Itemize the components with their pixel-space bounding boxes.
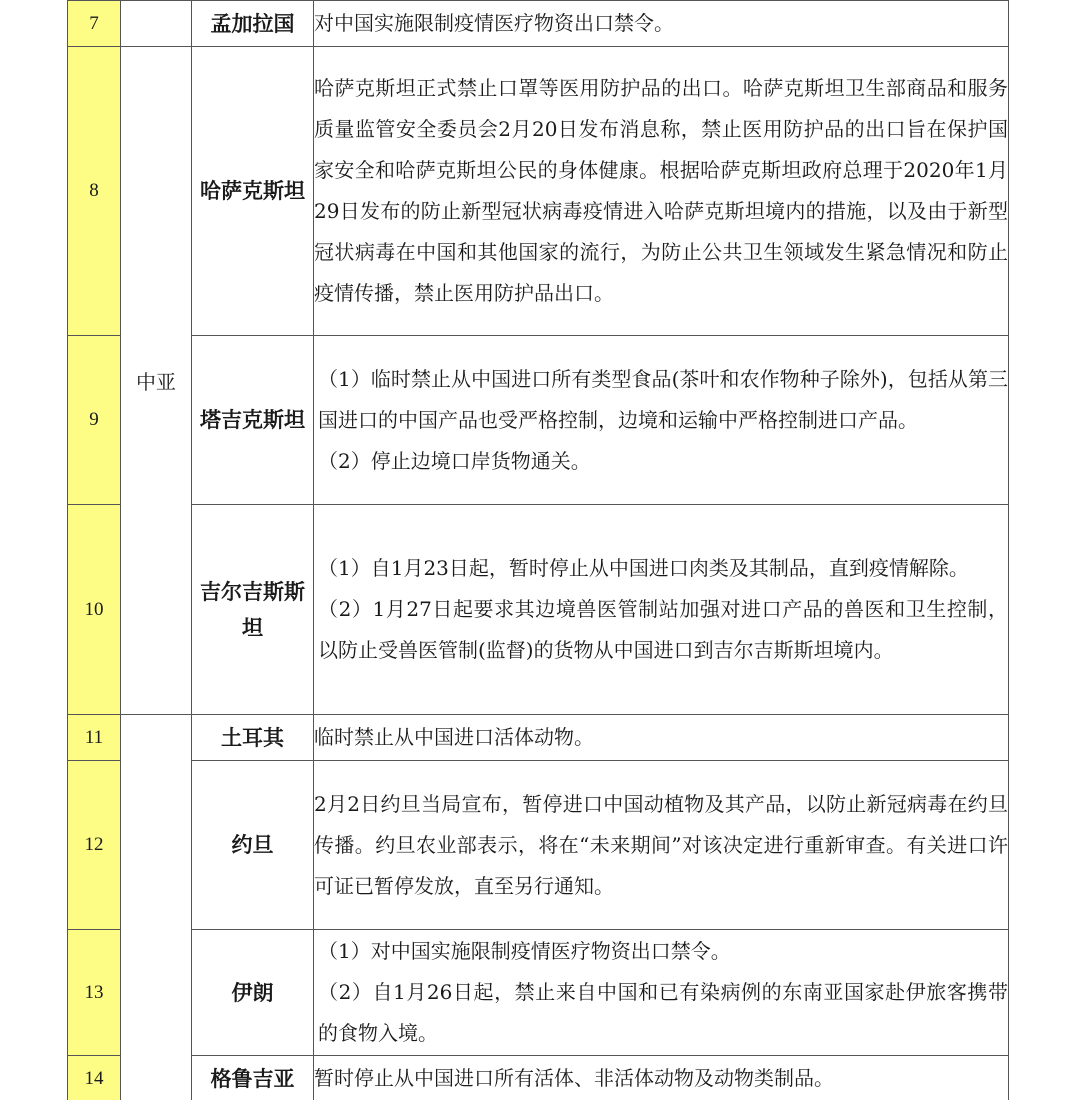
region-cell xyxy=(121,715,192,1100)
table-row xyxy=(68,1056,1009,1100)
measure-paragraph: 哈萨克斯坦正式禁止口罩等医用防护品的出口。哈萨克斯坦卫生部商品和服务质量监管安全委员会2月20日发布消息称，禁止医用防护品的出口旨在保护国家安全和哈萨克斯坦公民的身体健康。根据哈萨克斯坦政府总理于2020年1月29日发布的防止新型冠状病毒疫情进入哈萨克斯坦境内的措施，以及由于新型冠状病毒在中国和其他国家的流行，为防止公共卫生领域发生紧急情况和防止疫情传播，禁止医用防护品出口。 xyxy=(314,76,1008,305)
table-row xyxy=(68,761,1009,930)
table-row xyxy=(68,505,1009,715)
measure-paragraph: 临时禁止从中国进口活体动物。 xyxy=(314,725,594,749)
row-number: 10 xyxy=(68,505,121,715)
measure-text xyxy=(314,336,1009,505)
table-row xyxy=(68,715,1009,761)
row-number: 9 xyxy=(68,336,121,505)
region-cell xyxy=(121,1,192,47)
table-row xyxy=(68,930,1009,1056)
measure-text xyxy=(314,715,1009,761)
measure-paragraph: （1）对中国实施限制疫情医疗物资出口禁令。 xyxy=(318,939,731,963)
country-name: 格鲁吉亚 xyxy=(192,1056,314,1100)
measure-paragraph: （2）自1月26日起，禁止来自中国和已有染病例的东南亚国家赴伊旅客携带的食物入境。 xyxy=(318,980,1008,1045)
measure-paragraph: （2）停止边境口岸货物通关。 xyxy=(318,448,591,473)
row-number: 14 xyxy=(68,1056,121,1100)
table-row xyxy=(68,336,1009,505)
country-name: 孟加拉国 xyxy=(192,1,314,47)
row-number: 7 xyxy=(68,1,121,47)
row-number: 13 xyxy=(68,930,121,1056)
measure-paragraph: 暂时停止从中国进口所有活体、非活体动物及动物类制品。 xyxy=(314,1066,834,1090)
measure-paragraph: （1）自1月23日起，暂时停止从中国进口肉类及其制品，直到疫情解除。 xyxy=(318,556,969,580)
country-name: 哈萨克斯坦 xyxy=(192,47,314,336)
country-name: 土耳其 xyxy=(192,715,314,761)
measure-paragraph: （1）临时禁止从中国进口所有类型食品(茶叶和农作物种子除外)，包括从第三国进口的中国产品也受严格控制，边境和运输中严格控制进口产品。 xyxy=(318,366,1008,432)
measure-paragraph: 2月2日约旦当局宣布，暂停进口中国动植物及其产品，以防止新冠病毒在约旦传播。约旦农业部表示，将在“未来期间”对该决定进行重新审查。有关进口许可证已暂停发放，直至另行通知。 xyxy=(314,791,1008,898)
row-number: 12 xyxy=(68,761,121,930)
measure-text xyxy=(314,505,1009,715)
row-number: 8 xyxy=(68,47,121,336)
measure-text xyxy=(314,1,1009,47)
table-row xyxy=(68,47,1009,336)
measure-text xyxy=(314,1056,1009,1100)
country-name: 吉尔吉斯斯坦 xyxy=(192,505,314,715)
measure-text xyxy=(314,930,1009,1056)
measure-text xyxy=(314,761,1009,930)
table-row xyxy=(68,1,1009,47)
row-number: 11 xyxy=(68,715,121,761)
measure-paragraph: 对中国实施限制疫情医疗物资出口禁令。 xyxy=(314,11,674,35)
measure-paragraph: （2）1月27日起要求其边境兽医管制站加强对进口产品的兽医和卫生控制，以防止受兽医管制(监督)的货物从中国进口到吉尔吉斯斯坦境内。 xyxy=(318,597,1008,662)
import-restriction-table xyxy=(67,0,1009,1100)
country-name: 约旦 xyxy=(192,761,314,930)
country-name: 伊朗 xyxy=(192,930,314,1056)
country-name: 塔吉克斯坦 xyxy=(192,336,314,505)
region-cell-central-asia: 中亚 xyxy=(121,47,192,715)
measure-text xyxy=(314,47,1009,336)
